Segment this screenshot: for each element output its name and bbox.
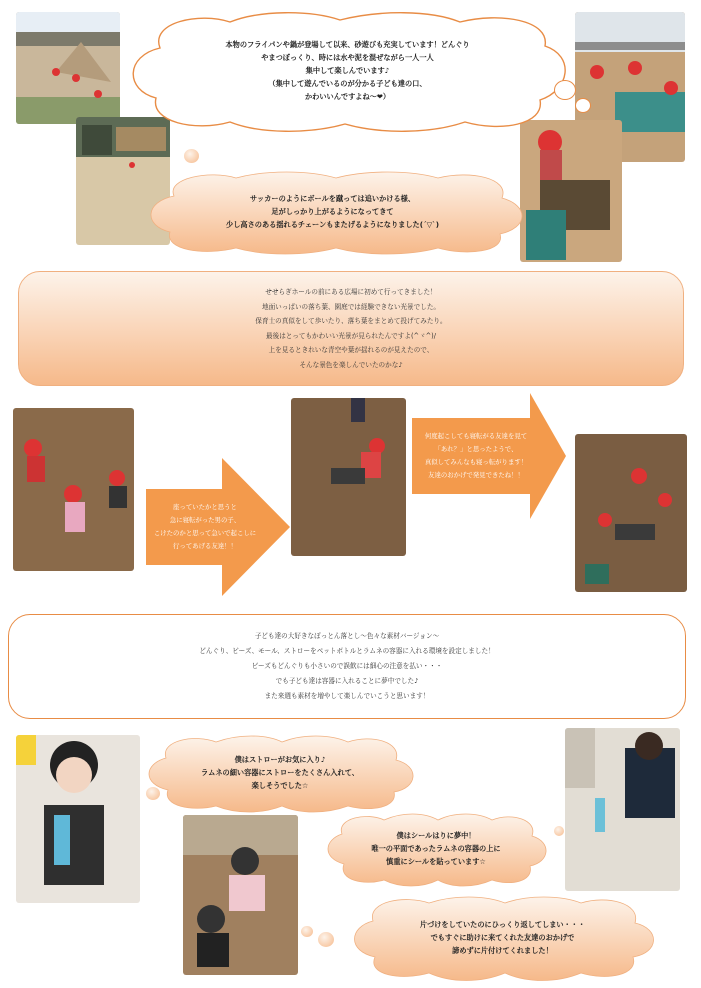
- thought-bubble-sticker: [320, 812, 552, 885]
- thought-bubble-cleanup: [345, 895, 660, 979]
- thought-bubble-sand-play: [120, 10, 575, 132]
- bubble-tail-dot: [301, 926, 313, 937]
- box-text-line: また来週も素材を増やして楽しんでいこうと思います！: [264, 692, 430, 700]
- thought-bubble-straw: [140, 734, 420, 810]
- bubble-text-line: 諦めずに片付けてくれました！: [452, 945, 553, 955]
- bubble-text-line: でもすぐに助けに来てくれた友達のおかげで: [430, 932, 575, 942]
- bubble-tail-dot: [554, 80, 576, 100]
- photo-group-lying: [575, 434, 687, 592]
- photo-leaves-children: [13, 408, 134, 571]
- bubble-text-line: やまつぼっくり、時には水や泥を混ぜながら一人一人: [261, 52, 434, 62]
- arrow-text-line: 行ってあげる友達！！: [173, 542, 237, 550]
- bubble-text-line: 集中して楽しんでいます♪: [305, 65, 390, 75]
- arrow-text-line: 友達のおかげで発見できたね！！: [428, 471, 524, 479]
- bubble-text-line: 唯一の平面であったラムネの容器の上に: [371, 844, 501, 853]
- bubble-text-line: （集中して遊んでいるのが分かる子ども達の口、: [268, 78, 427, 88]
- bubble-tail-dot: [575, 98, 591, 113]
- arrow-text-line: 「あれ？」と思ったようで、: [434, 445, 518, 453]
- bubble-text-line: 楽しそうでした☆: [251, 780, 309, 790]
- box-text-line: 保育士の真似をして歩いたり、落ち葉をまとめて投げてみたり。: [255, 317, 447, 325]
- bubble-text-line: サッカーのようにボールを蹴っては追いかける様、: [249, 194, 416, 203]
- box-text-line: ビーズもどんぐりも小さいので誤飲には細心の注意を払い・・・: [251, 662, 443, 670]
- box-text-line: 子ども達の大好きなぽっとん落とし～色々な素材バージョン～: [254, 632, 440, 640]
- bubble-text-line: 僕はシールはりに夢中！: [396, 831, 476, 840]
- bubble-text-line: 片づけをしていたのにひっくり返してしまい・・・: [419, 919, 586, 929]
- bubble-tail-dot: [554, 826, 564, 836]
- bubble-tail-dot: [318, 932, 334, 947]
- box-text-line: 最後はとってもかわいい光景が見られたんですよ(^ヾ^)/: [266, 331, 436, 340]
- arrow-text-line: 何度起こしても寝転がる友達を見て: [424, 432, 528, 440]
- arrow-shape-1: [146, 458, 290, 596]
- text-box-leaf-plaza: [18, 271, 684, 386]
- box-text-line: 地面いっぱいの落ち葉、園庭では経験できない光景でした。: [261, 302, 441, 311]
- box-text-line: せせらぎホールの前にある広場に初めて行ってきました！: [265, 288, 437, 296]
- box-text-line: でも子ども達は容器に入れることに夢中でした♪: [275, 677, 419, 685]
- bubble-text-line: 少し高さのある揺れるチェーンもまたげるようになりました(´▽`): [226, 220, 439, 229]
- arrow-text-line: 真似してみんなも寝っ転がります！: [424, 458, 528, 466]
- thought-bubble-soccer: [140, 170, 525, 253]
- arrow-shape-2: [412, 393, 566, 519]
- photo-lying-boy: [291, 398, 406, 556]
- bubble-text-line: 僕はストローがお気に入り♪: [234, 754, 326, 764]
- photo-boy-sticker: [565, 728, 680, 891]
- photo-girl-bottle: [16, 735, 140, 903]
- arrow-text-line: 急に寝転がった男の子、: [169, 516, 241, 524]
- box-text-line: 上を見るときれいな青空や葉が揺れるのが見えたので、: [268, 346, 434, 354]
- bubble-text-line: 慎重にシールを貼っています☆: [386, 857, 486, 866]
- bubble-text-line: 足がしっかり上がるようになってきて: [271, 207, 394, 216]
- box-text-line: そんな景色を楽しんでいたのかな♪: [299, 360, 403, 369]
- bubble-tail-dot: [184, 149, 199, 163]
- bubble-text-line: かわいいんですよね～❤）: [304, 91, 391, 101]
- arrow-text-line: 座っていたかと思うと: [173, 503, 237, 511]
- bubble-text-line: 本物のフライパンや鍋が登場して以来、砂遊びも充実しています！どんぐり: [225, 39, 470, 49]
- text-box-pottan-otoshi: [8, 614, 686, 719]
- bubble-tail-dot: [146, 787, 160, 800]
- photo-sand-box: [520, 120, 622, 262]
- box-text-line: どんぐり、ビーズ、モール、ストローをペットボトルとラムネの容器に入れる環境を設定しました！: [199, 647, 495, 655]
- photo-two-children: [183, 815, 298, 975]
- photo-sandbox-yard: [16, 12, 120, 124]
- arrow-text-line: こけたのかと思って急いで起こしに: [153, 529, 257, 537]
- bubble-text-line: ラムネの細い容器にストローをたくさん入れて、: [201, 767, 359, 777]
